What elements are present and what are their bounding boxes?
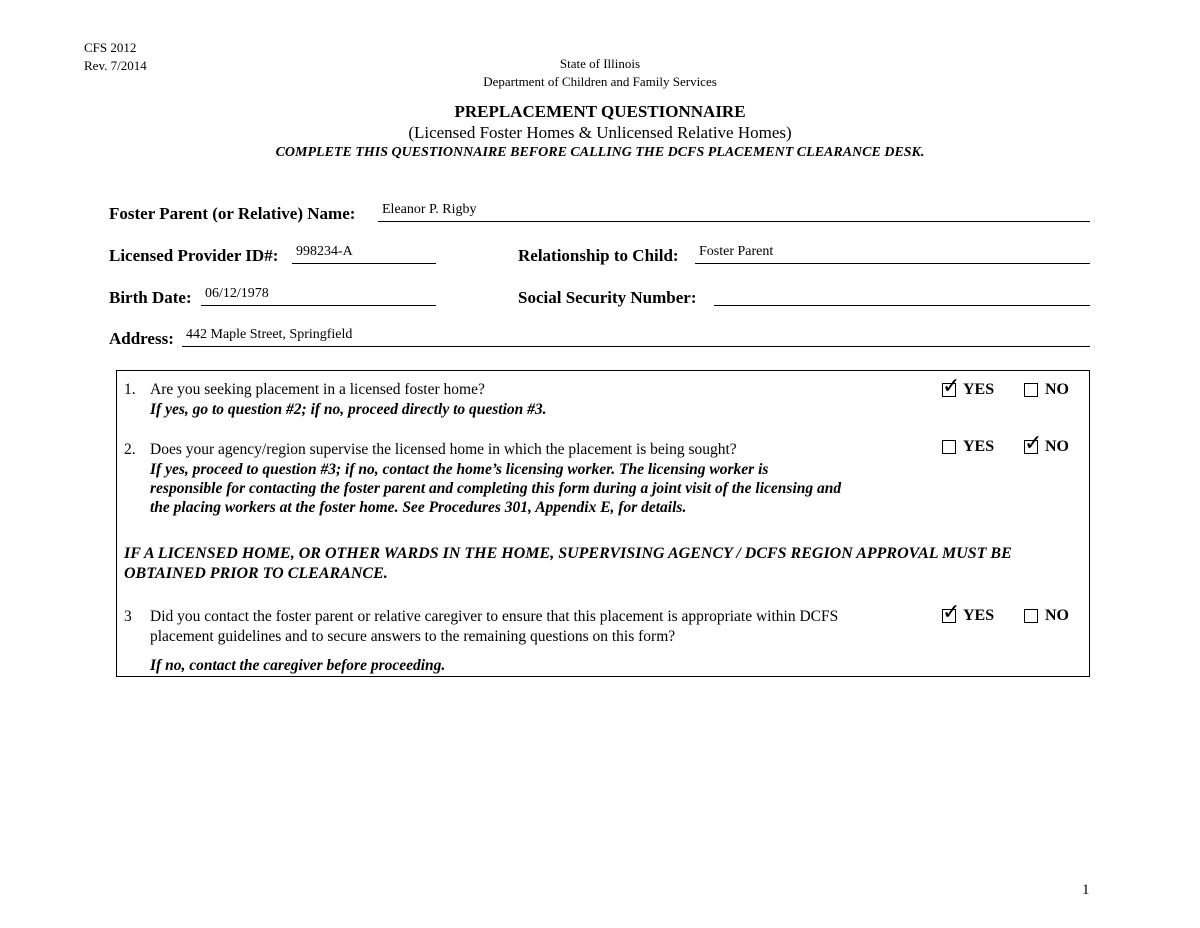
name-label: Foster Parent (or Relative) Name: [109,204,356,223]
birth-date-field[interactable] [201,286,436,306]
q2-no-label: NO [1045,438,1069,455]
check-icon: ✓ [1024,431,1043,456]
birth-date-value: 06/12/1978 [205,286,269,301]
name-value: Eleanor P. Rigby [382,202,477,217]
q3-yes-label: YES [963,607,995,624]
name-field[interactable] [378,202,1090,222]
q3-text-line2: placement guidelines and to secure answers to the remaining questions on this form? [150,628,676,645]
relationship-label: Relationship to Child: [518,246,679,265]
q1-yes-checkbox[interactable] [942,374,961,399]
q2-note-line2: responsible for contacting the foster parent and completing this form during a joint visit of the licensing and [150,480,842,497]
approval-warning-line1: IF A LICENSED HOME, OR OTHER WARDS IN THE HOME, SUPERVISING AGENCY / DCFS REGION APPROVAL MUST BE [124,545,1012,562]
q3-no-label: NO [1045,607,1069,624]
state-name: State of Illinois [559,56,641,71]
q3-text-line1: Did you contact the foster parent or relative caregiver to ensure that this placement is appropriate within DCFS [150,608,839,625]
ssn-field[interactable] [714,286,1090,306]
q3-note: If no, contact the caregiver before proceeding. [150,657,446,674]
q3-yes-checkbox[interactable] [942,600,961,625]
q1-text: Are you seeking placement in a licensed foster home? [150,381,485,398]
form-instruction: COMPLETE THIS QUESTIONNAIRE BEFORE CALLING THE DCFS PLACEMENT CLEARANCE DESK. [275,145,925,160]
page-number: 1 [1082,882,1090,898]
q1-no-checkbox[interactable] [1024,383,1038,397]
q2-yes-label: YES [963,438,995,455]
check-icon: ✓ [942,374,961,399]
form-subtitle: (Licensed Foster Homes & Unlicensed Relative Homes) [408,123,792,142]
form-title: PREPLACEMENT QUESTIONNAIRE [454,102,746,121]
q2-text: Does your agency/region supervise the licensed home in which the placement is being sought? [150,441,737,458]
relationship-value: Foster Parent [699,244,774,259]
ssn-label: Social Security Number: [518,288,697,307]
q1-yes-label: YES [963,381,995,398]
department-name: Department of Children and Family Services [483,74,717,89]
q3-no-checkbox[interactable] [1024,609,1038,623]
form-revision: Rev. 7/2014 [84,58,147,73]
address-value: 442 Maple Street, Springfield [186,327,353,342]
form-code: CFS 2012 [84,40,137,55]
approval-warning-line2: OBTAINED PRIOR TO CLEARANCE. [124,565,388,582]
birth-date-label: Birth Date: [109,288,192,307]
q2-yes-checkbox[interactable] [942,440,956,454]
check-icon: ✓ [942,600,961,625]
relationship-field[interactable] [695,244,1090,264]
q1-number: 1. [124,381,136,398]
q2-no-checkbox[interactable] [1024,431,1043,456]
provider-id-label: Licensed Provider ID#: [109,246,279,265]
address-label: Address: [109,329,174,348]
q2-note-line1: If yes, proceed to question #3; if no, contact the home’s licensing worker. The licensing worker is [150,461,769,478]
q2-note-line3: the placing workers at the foster home. See Procedures 301, Appendix E, for details. [150,499,687,516]
q2-number: 2. [124,441,136,458]
q3-number: 3 [124,608,132,625]
provider-id-value: 998234-A [296,244,353,259]
provider-id-field[interactable] [292,244,436,264]
q1-no-label: NO [1045,381,1069,398]
q1-note: If yes, go to question #2; if no, proceed directly to question #3. [150,401,547,418]
address-field[interactable] [182,327,1090,347]
